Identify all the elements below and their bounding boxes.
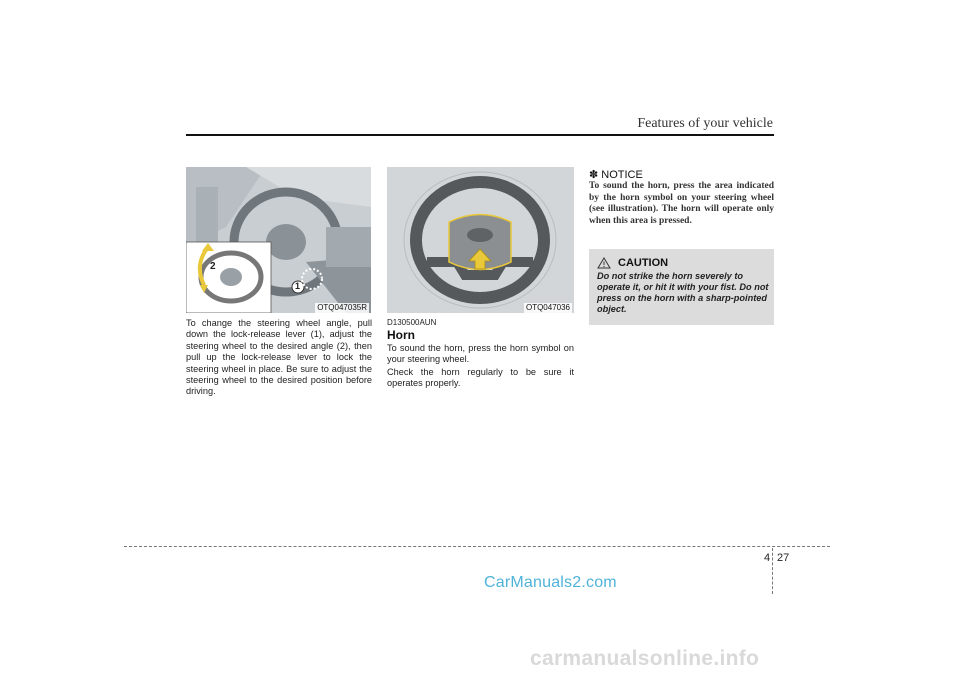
notice-text: To sound the horn, press the area indicated by the horn symbol on your steering wheel (see illustration). The horn will operate only when this area is pressed. (589, 181, 774, 226)
chapter-number: 4 (764, 552, 771, 564)
page-number: 27 (777, 552, 790, 564)
caution-text: Do not strike the horn severely to operate it, or hit it with your fist. Do not press on the horn with a sharp-pointed object. (597, 271, 769, 314)
page-number-divider (772, 548, 774, 594)
notice-symbol-icon: ✽ (589, 169, 599, 181)
horn-section-title: Horn (387, 328, 415, 342)
watermark-carmanualsonline[interactable]: carmanualsonline.info (530, 647, 760, 670)
caution-box (589, 249, 774, 325)
notice-title: NOTICE (601, 169, 643, 181)
horn-figure (387, 167, 574, 313)
notice-heading (589, 168, 643, 181)
figure-label: OTQ047035R (317, 303, 367, 312)
horn-section-code: D130500AUN (387, 318, 437, 327)
page-header-title: Features of your vehicle (637, 116, 773, 131)
steering-tilt-figure (186, 167, 371, 313)
footer-rule (124, 546, 830, 547)
figure-marker-1: 1 (295, 281, 301, 291)
caution-title: CAUTION (618, 257, 669, 269)
steering-tilt-illustration (186, 167, 371, 313)
figure-marker-2: 2 (210, 261, 216, 272)
steering-tilt-text: To change the steering wheel angle, pull down the lock-release lever (1), adjust the steering wheel to the desired angle (2), then pull up the lock-release lever to lock the steering wheel in place. Be sure to adjust the steering wheel to the desired position before driving. (186, 318, 372, 397)
warning-triangle-icon (597, 257, 611, 269)
horn-text-1: To sound the horn, press the horn symbol on your steering wheel. (387, 343, 574, 365)
watermark-carmanuals2[interactable]: CarManuals2.com (484, 574, 617, 591)
header-rule (186, 134, 774, 136)
horn-text-2: Check the horn regularly to be sure it operates properly. (387, 367, 574, 389)
horn-steering-wheel-illustration (387, 167, 574, 313)
figure-label: OTQ047036 (525, 303, 570, 312)
